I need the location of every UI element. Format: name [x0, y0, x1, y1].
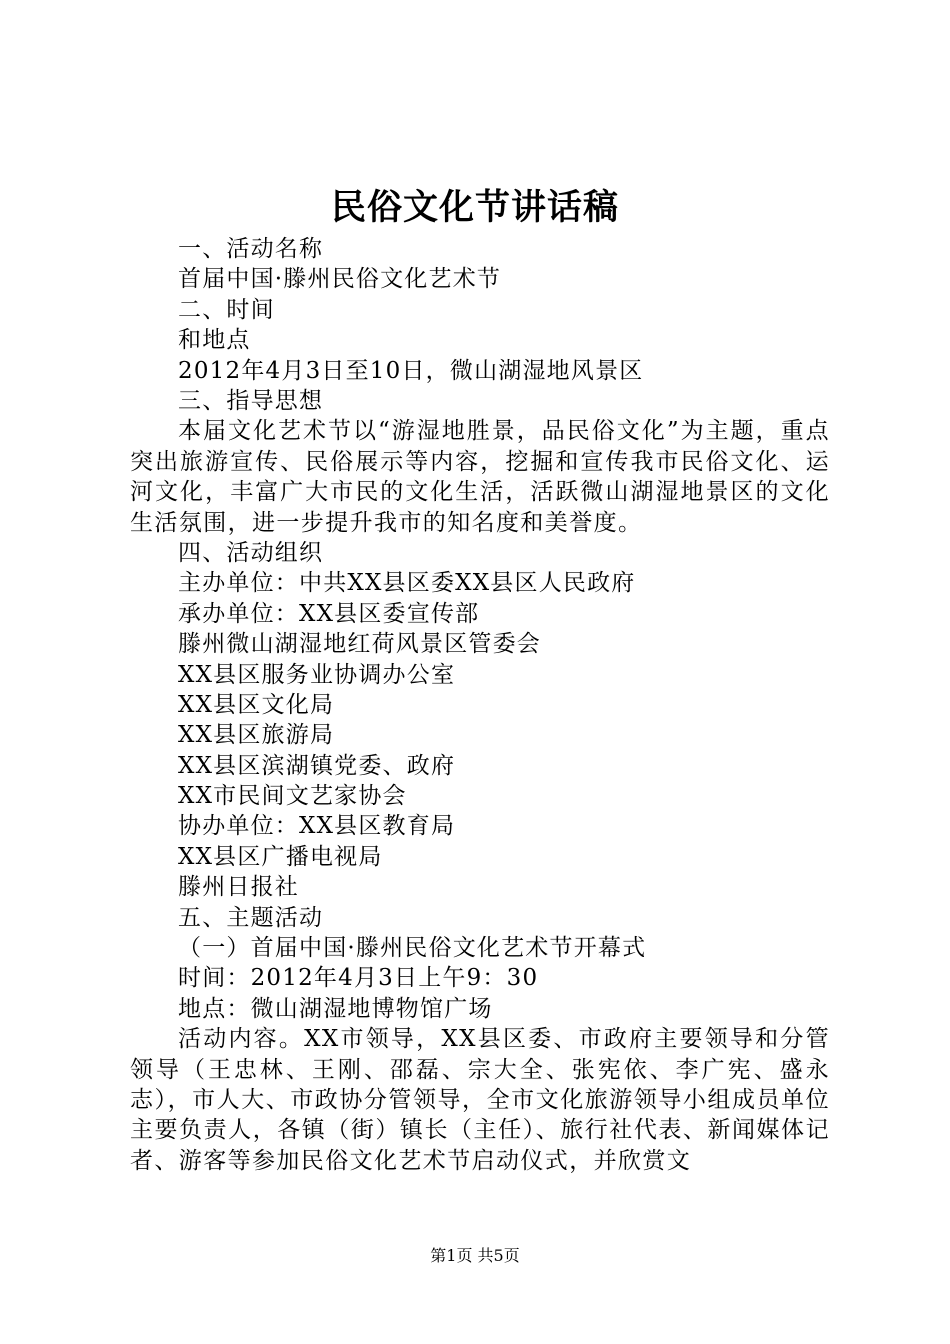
section-heading-guiding-idea: 三、指导思想	[178, 387, 324, 414]
section-heading-name: 一、活动名称	[178, 236, 324, 262]
text-line: （一）首届中国·滕州民俗文化艺术节开幕式	[178, 935, 647, 962]
text-line: 2012年4月3日至10日，微山湖湿地风景区	[178, 357, 644, 384]
text-line: XX县区旅游局	[178, 722, 335, 749]
text-line: 时间：2012年4月3日上午9：30	[178, 965, 539, 992]
text-line: 滕州微山湖湿地红荷风景区管委会	[178, 631, 541, 658]
text-line: 协办单位：XX县区教育局	[178, 813, 456, 840]
section-heading-time: 二、时间	[178, 296, 275, 323]
text-line: XX县区服务业协调办公室	[178, 661, 456, 688]
section-heading-theme-activities: 五、主题活动	[178, 904, 324, 931]
text-line: XX市民间文艺家协会	[178, 783, 407, 810]
page-number: 第1页 共5页	[430, 1246, 520, 1265]
text-line: 和地点	[178, 327, 251, 354]
document-title: 民俗文化节讲话稿	[330, 187, 619, 228]
text-line: 滕州日报社	[178, 874, 299, 901]
text-line: 地点：微山湖湿地博物馆广场	[178, 995, 493, 1022]
section-heading-organization: 四、活动组织	[178, 539, 324, 566]
text-line: 主办单位：中共XX县区委XX县区人民政府	[178, 570, 636, 597]
text-line: XX县区文化局	[178, 691, 335, 718]
text-line: XX县区滨湖镇党委、政府	[178, 752, 456, 779]
text-line: XX县区广播电视局	[178, 843, 383, 870]
paragraph-guiding-idea: 本届文化艺术节以“游湿地胜景，品民俗文化”为主题，重点突出旅游宣传、民俗展示等内容，挖掘和宣传我市民俗文化、运河文化，丰富广大市民的文化生活，活跃微山湖湿地景区的文化生活氛围，进一步提升我市的知名度和美誉度。	[130, 418, 830, 536]
text-line: 首届中国·滕州民俗文化艺术节	[178, 266, 502, 293]
text-line: 承办单位：XX县区委宣传部	[178, 600, 480, 627]
paragraph-activity-content: 活动内容。XX市领导，XX县区委、市政府主要领导和分管领导（王忠林、王刚、邵磊、宗大全、张宪依、李广宪、盛永志），市人大、市政协分管领导，全市文化旅游领导小组成员单位主要负责人，各镇（街）镇长（主任）、旅行社代表、新闻媒体记者、游客等参加民俗文化艺术节启动仪式，并欣赏文	[130, 1026, 830, 1174]
document-body	[130, 234, 830, 1176]
